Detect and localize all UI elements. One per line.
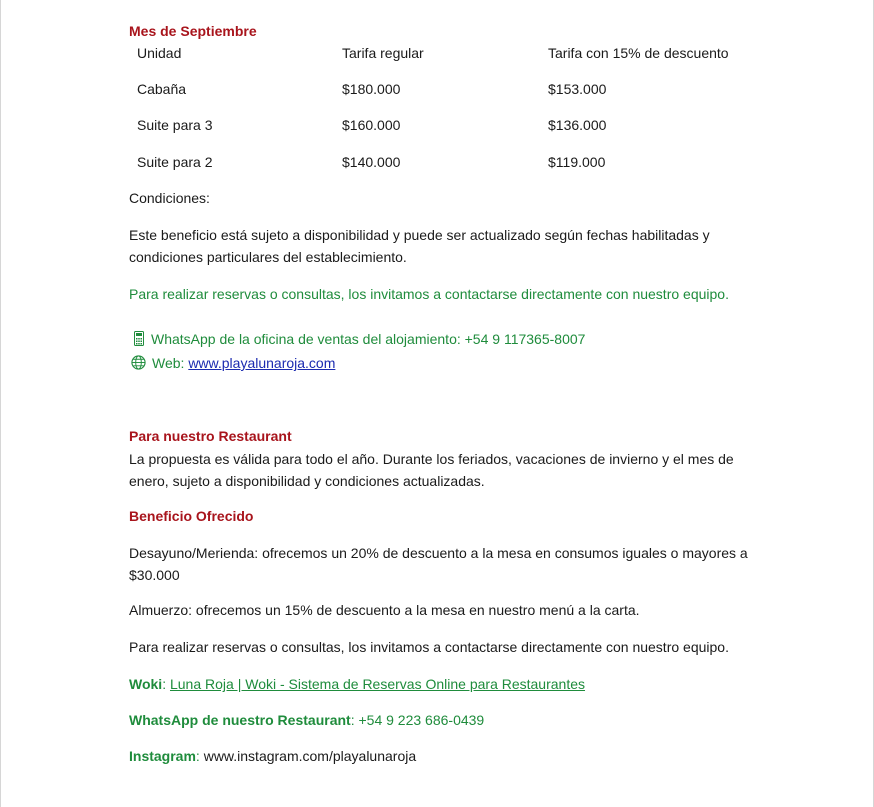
lunch-offer: Almuerzo: ofrecemos un 15% de descuento a la mesa en nuestro menú a la carta.: [129, 602, 640, 618]
benefit-title: Beneficio Ofrecido: [129, 508, 254, 524]
instagram-value: www.instagram.com/playalunaroja: [203, 748, 417, 764]
instagram-label: Instagram: [129, 748, 196, 764]
restaurant-whatsapp-separator: :: [350, 712, 359, 728]
table-cell-discount: $153.000: [548, 81, 607, 97]
instagram-line: [129, 746, 416, 766]
web-link[interactable]: www.playalunaroja.com: [188, 355, 336, 371]
woki-separator: :: [162, 676, 170, 692]
sales-whatsapp-line: [133, 329, 585, 351]
woki-label: Woki: [129, 676, 163, 692]
table-cell-regular: $160.000: [342, 117, 401, 133]
september-title: Mes de Septiembre: [129, 23, 257, 39]
table-header-discount: Tarifa con 15% de descuento: [548, 45, 729, 61]
table-cell-unit: Suite para 2: [137, 154, 213, 170]
table-header-unit: Unidad: [137, 45, 182, 61]
sales-whatsapp-text: WhatsApp de la oficina de ventas del alojamiento: +54 9 117365-8007: [151, 331, 586, 347]
globe-icon: [131, 355, 146, 375]
restaurant-whatsapp-line: [129, 710, 484, 730]
table-cell-regular: $140.000: [342, 154, 401, 170]
web-label: Web:: [152, 355, 189, 371]
table-cell-discount: $119.000: [548, 154, 606, 170]
conditions-text: Este beneficio está sujeto a disponibilidad y puede ser actualizado según fechas habilitadas y condiciones particulares del establecimiento.: [129, 227, 710, 265]
phone-icon: [133, 331, 145, 351]
table-cell-unit: Suite para 3: [137, 117, 213, 133]
table-cell-discount: $136.000: [548, 117, 607, 133]
restaurant-whatsapp-value: +54 9 223 686-0439: [358, 712, 485, 728]
woki-line: [129, 674, 585, 694]
conditions-label: Condiciones:: [129, 190, 210, 206]
restaurant-title: Para nuestro Restaurant: [129, 428, 292, 444]
table-header-regular: Tarifa regular: [342, 45, 424, 61]
table-cell-regular: $180.000: [342, 81, 401, 97]
table-cell-unit: Cabaña: [137, 81, 187, 97]
restaurant-contact-intro: Para realizar reservas o consultas, los invitamos a contactarse directamente con nuestro equipo.: [129, 639, 729, 655]
september-contact-intro: Para realizar reservas o consultas, los invitamos a contactarse directamente con nuestro equipo.: [129, 286, 729, 302]
restaurant-whatsapp-label: WhatsApp de nuestro Restaurant: [129, 712, 351, 728]
restaurant-intro: La propuesta es válida para todo el año. Durante los feriados, vacaciones de invierno y el mes de enero, sujeto a disponibilidad y condiciones actualizadas.: [129, 451, 734, 489]
breakfast-offer: Desayuno/Merienda: ofrecemos un 20% de descuento a la mesa en consumos iguales o mayores a $30.000: [129, 545, 748, 583]
woki-link[interactable]: Luna Roja | Woki - Sistema de Reservas Online para Restaurantes: [169, 676, 586, 692]
instagram-separator: :: [195, 748, 204, 764]
web-line: [131, 353, 335, 375]
page-edge-left: [0, 0, 1, 807]
